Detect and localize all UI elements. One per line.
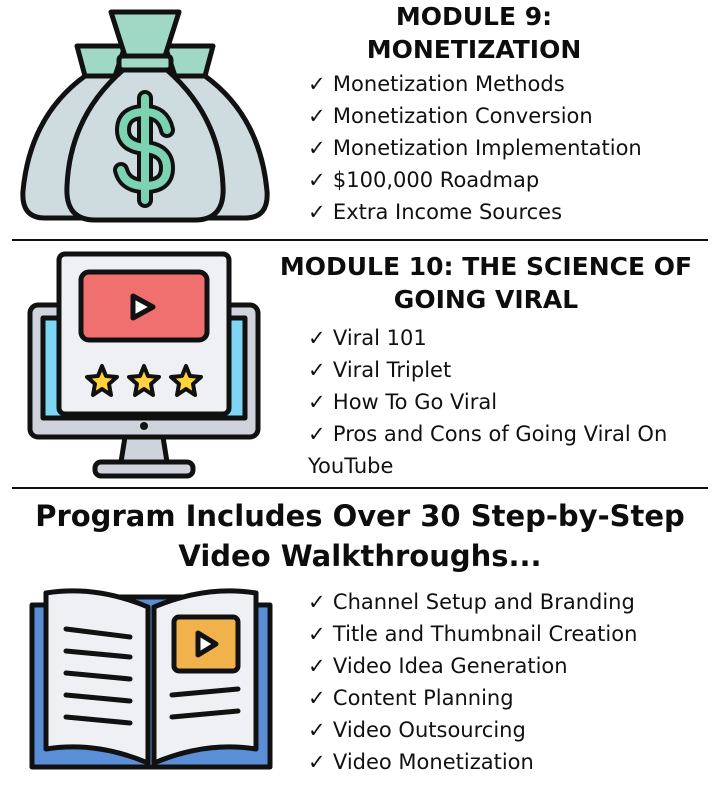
module-10-title-line1: MODULE 10: THE SCIENCE OF: [279, 252, 693, 281]
divider: [12, 239, 708, 241]
list-item: ✓ Channel Setup and Branding: [308, 586, 637, 618]
list-item: ✓ Extra Income Sources: [308, 196, 642, 228]
module-10-title: [270, 250, 702, 316]
module-10-title-line2: GOING VIRAL: [393, 285, 579, 314]
list-item: ✓ Monetization Conversion: [308, 100, 642, 132]
module-9-title: [316, 0, 632, 66]
list-item: ✓ Video Monetization: [308, 746, 637, 778]
list-item: ✓ Video Idea Generation: [308, 650, 637, 682]
list-item: ✓ Video Outsourcing: [308, 714, 637, 746]
divider: [12, 487, 708, 489]
program-title-line1: Program Includes Over 30 Step-by-Step: [35, 499, 685, 533]
list-item: ✓ Monetization Methods: [308, 68, 642, 100]
list-item: ✓ Content Planning: [308, 682, 637, 714]
program-list: [308, 586, 637, 778]
list-item: ✓ Title and Thumbnail Creation: [308, 618, 637, 650]
list-item: ✓ $100,000 Roadmap: [308, 164, 642, 196]
module-9-list: [308, 68, 642, 228]
open-book-video-icon: [26, 585, 276, 780]
list-item: ✓ Pros and Cons of Going Viral On YouTube: [308, 422, 668, 478]
list-item: ✓ Viral Triplet: [308, 354, 497, 386]
module-10-list: [308, 322, 497, 418]
money-bags-icon: [15, 6, 275, 232]
program-title-line2: Video Walkthroughs...: [178, 539, 542, 574]
list-item: ✓ Monetization Implementation: [308, 132, 642, 164]
monitor-video-icon: [25, 250, 265, 480]
module-9-title-line2: MONETIZATION: [366, 35, 582, 64]
program-title: [0, 496, 720, 576]
list-item: ✓ How To Go Viral: [308, 386, 497, 418]
list-item: ✓ Viral 101: [308, 322, 497, 354]
module-9-title-line1: MODULE 9:: [395, 2, 553, 31]
